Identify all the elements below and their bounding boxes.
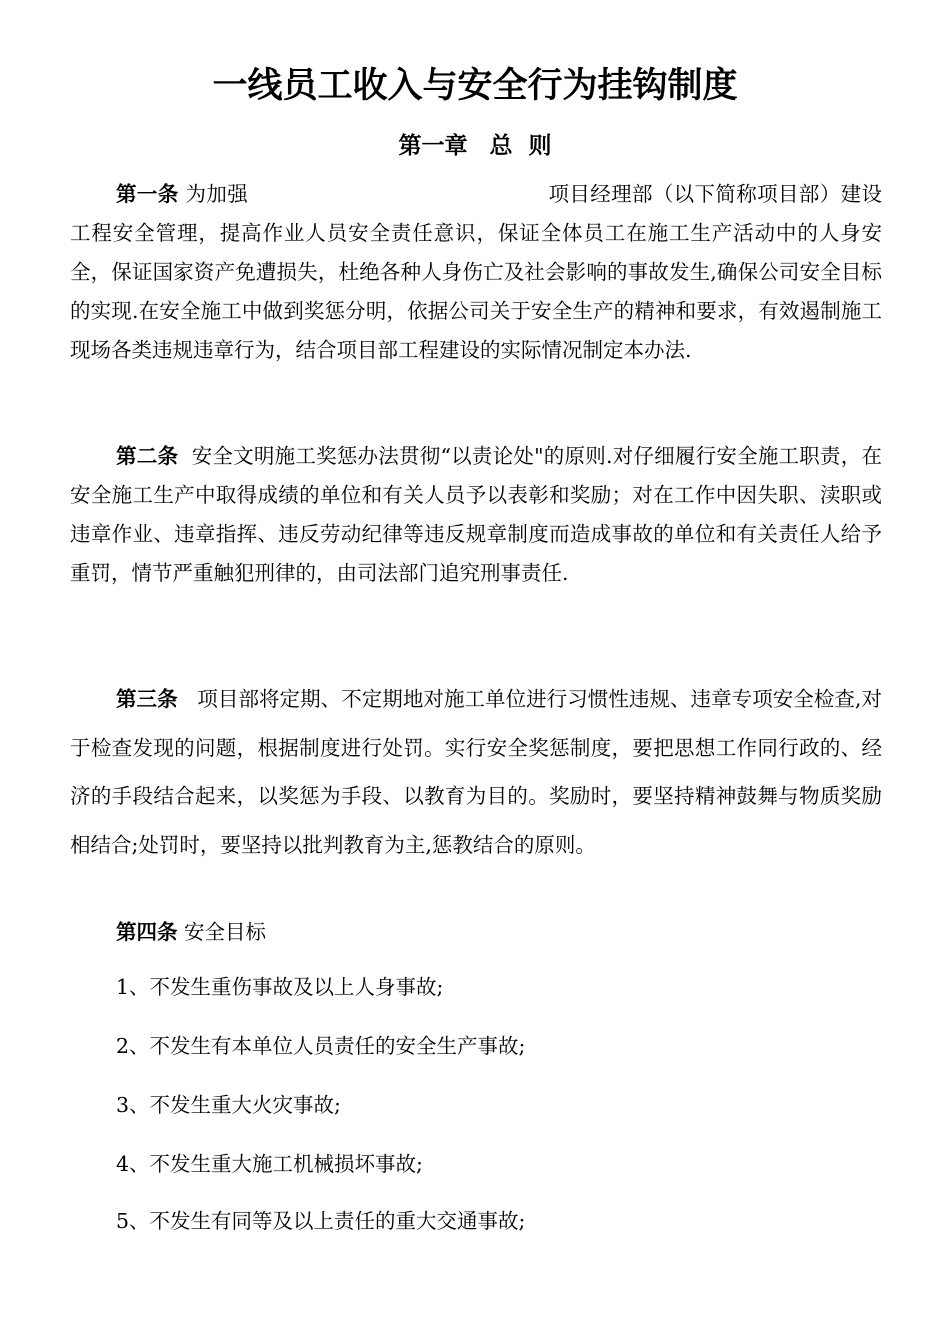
article-text: 项目经理部（以下简称项目部）建设工程安全管理，提高作业人员安全责任意识，保证全体员工在施工生产活动中的人身安全，保证国家资产免遭损失，杜绝各种人身伤亡及社会影响的事故发生,确保公司安全目标的实现.在安全施工中做到奖惩分明，依据公司关于安全生产的精神和要求，有效遏制施工现场各类违规违章行为，结合项目部工程建设的实际情况制定本办法. — [70, 182, 882, 362]
article-2 — [70, 437, 882, 593]
goal-item: 1、不发生重伤事故及以上人身事故; — [116, 975, 444, 999]
article-label: 第一条 — [116, 182, 179, 206]
chapter-number: 第一章 — [398, 133, 468, 159]
article-label: 第四条 — [116, 920, 178, 944]
goal-item: 2、不发生有本单位人员责任的安全生产事故; — [116, 1034, 526, 1058]
article-3 — [70, 675, 882, 869]
article-text: 安全目标 — [184, 920, 267, 944]
article-text-start: 为加强 — [185, 182, 249, 206]
goal-item: 3、不发生重大火灾事故; — [116, 1093, 341, 1117]
article-4 — [70, 912, 882, 952]
document-title: 一线员工收入与安全行为挂钩制度 — [212, 66, 738, 106]
chapter-heading — [0, 127, 950, 160]
article-text: 安全文明施工奖惩办法贯彻“以责论处"的原则.对仔细履行安全施工职责，在安全施工生产中取得成绩的单位和有关人员予以表彰和奖励；对在工作中因失职、渎职或违章作业、违章指挥、违反劳动纪律等违反规章制度而造成事故的单位和有关责任人给予重罚，情节严重触犯刑律的，由司法部门追究刑事责任. — [70, 444, 882, 585]
article-label: 第三条 — [116, 687, 178, 711]
article-1 — [70, 175, 882, 370]
chapter-name: 总 则 — [489, 133, 552, 159]
goal-item: 4、不发生重大施工机械损坏事故; — [116, 1152, 423, 1176]
goal-item: 5、不发生有同等及以上责任的重大交通事故; — [116, 1209, 526, 1233]
article-label: 第二条 — [116, 444, 179, 468]
article-text: 项目部将定期、不定期地对施工单位进行习惯性违规、违章专项安全检查,对于检查发现的问题，根据制度进行处罚。实行安全奖惩制度，要把思想工作同行政的、经济的手段结合起来，以奖惩为手段、以教育为目的。奖励时，要坚持精神鼓舞与物质奖励相结合;处罚时，要坚持以批判教育为主,惩教结合的原则。 — [70, 687, 882, 857]
